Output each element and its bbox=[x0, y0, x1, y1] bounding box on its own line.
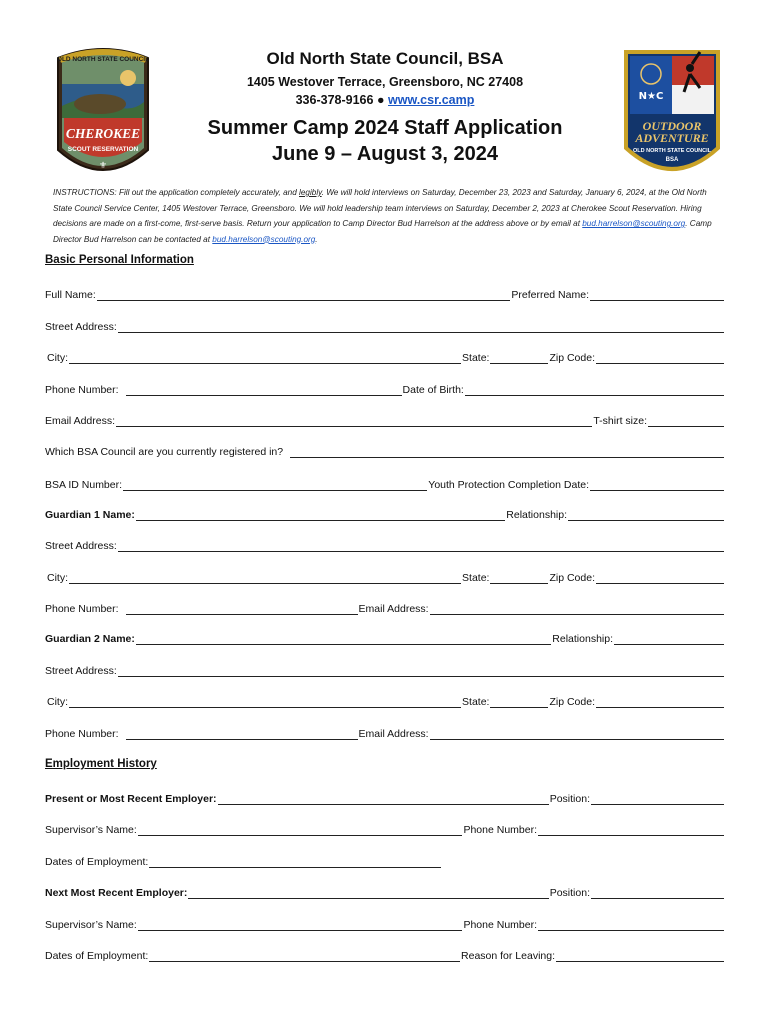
preferred-name-label: Preferred Name: bbox=[511, 289, 589, 301]
present-supervisor-field[interactable] bbox=[138, 824, 463, 836]
guardian-2-email-label: Email Address: bbox=[358, 728, 429, 740]
guardian-2-state-field[interactable] bbox=[490, 696, 548, 708]
instructions-text-2: . We will hold interviews on Saturday, December 23, 2023 and Saturday, January 6, 2024, at the Old North State Council Service Center, 1405 Westover Terrace, Greensboro. We will hold leadership team interviews on Saturday, December 2, 2023 at Cherokee Scout Reservation. Hiring decisions are made on a first-come, first-serve basis. Return your application to Camp Director Bud Harrelson at the address above or by email at bbox=[53, 188, 707, 228]
page-title: Summer Camp 2024 Staff Application bbox=[207, 117, 563, 139]
logo-right-main-text-1: OUTDOOR bbox=[642, 119, 702, 133]
guardian-2-name-label: Guardian 2 Name: bbox=[45, 633, 135, 645]
instructions-text-1: INSTRUCTIONS: Fill out the application completely accurately, and bbox=[53, 188, 300, 197]
guardian-1-name-label: Guardian 1 Name: bbox=[45, 509, 135, 521]
outdoor-adventure-logo bbox=[620, 44, 724, 184]
date-of-birth-label: Date of Birth: bbox=[402, 384, 464, 396]
youth-protection-date-field[interactable] bbox=[590, 479, 724, 491]
row-present-supervisor bbox=[45, 821, 725, 837]
row-bsa-id-ypt bbox=[45, 476, 725, 492]
email-address-field[interactable] bbox=[116, 415, 592, 427]
next-supervisor-phone-field[interactable] bbox=[538, 919, 724, 931]
council-name: Old North State Council, BSA bbox=[266, 49, 504, 68]
row-email-tshirt bbox=[45, 412, 725, 428]
preferred-name-field[interactable] bbox=[590, 289, 724, 301]
row-next-dates-reason bbox=[45, 947, 725, 963]
next-supervisor-phone-label: Phone Number: bbox=[463, 919, 537, 931]
reason-for-leaving-field[interactable] bbox=[556, 950, 724, 962]
director-email-link-2[interactable]: bud.harrelson@scouting.org bbox=[212, 234, 316, 244]
guardian-2-city-field[interactable] bbox=[69, 696, 461, 708]
bsa-id-field[interactable] bbox=[123, 479, 427, 491]
present-position-label: Position: bbox=[549, 793, 590, 805]
next-dates-label: Dates of Employment: bbox=[45, 950, 149, 962]
guardian-1-email-label: Email Address: bbox=[358, 603, 429, 615]
cherokee-scout-reservation-logo bbox=[50, 44, 156, 184]
present-supervisor-label: Supervisor’s Name: bbox=[45, 824, 137, 836]
logo-right-main-text-2: ADVENTURE bbox=[635, 131, 709, 145]
row-guardian-2 bbox=[45, 630, 725, 646]
guardian-2-email-field[interactable] bbox=[430, 728, 724, 740]
present-employer-label: Present or Most Recent Employer: bbox=[45, 793, 217, 805]
bullet-separator: ● bbox=[376, 93, 385, 107]
row-phone-dob bbox=[45, 381, 725, 397]
logo-left-main-text: CHEROKEE bbox=[65, 126, 141, 141]
logo-left-sub-text: SCOUT RESERVATION bbox=[67, 146, 139, 153]
date-of-birth-field[interactable] bbox=[465, 384, 724, 396]
phone-number-label: Phone Number: bbox=[45, 384, 119, 396]
guardian-2-relationship-label: Relationship: bbox=[552, 633, 613, 645]
guardian-1-city-field[interactable] bbox=[69, 572, 461, 584]
guardian-2-name-field[interactable] bbox=[136, 633, 551, 645]
guardian-2-zip-field[interactable] bbox=[596, 696, 724, 708]
fleur-de-lis-icon: ⚜ bbox=[98, 161, 108, 171]
present-position-field[interactable] bbox=[591, 793, 724, 805]
next-supervisor-field[interactable] bbox=[138, 919, 463, 931]
state-field[interactable] bbox=[490, 352, 548, 364]
row-city-state-zip bbox=[45, 349, 725, 365]
bsa-council-label: Which BSA Council are you currently registered in? bbox=[45, 446, 284, 458]
guardian-1-phone-label: Phone Number: bbox=[45, 603, 119, 615]
phone-number-field[interactable] bbox=[126, 384, 402, 396]
row-guardian-1-city-state-zip bbox=[45, 569, 725, 585]
city-field[interactable] bbox=[69, 352, 461, 364]
website-link[interactable]: www.csr.camp bbox=[388, 93, 475, 107]
youth-protection-date-label: Youth Protection Completion Date: bbox=[428, 479, 589, 491]
guardian-1-zip-label: Zip Code: bbox=[549, 572, 595, 584]
instructions-text-4: . bbox=[315, 234, 318, 244]
section-heading-employment-history: Employment History bbox=[45, 758, 157, 770]
tshirt-size-field[interactable] bbox=[648, 415, 724, 427]
next-position-field[interactable] bbox=[591, 887, 724, 899]
street-address-label: Street Address: bbox=[45, 321, 117, 333]
council-phone: 336-378-9166 bbox=[295, 93, 374, 107]
next-employer-field[interactable] bbox=[188, 887, 548, 899]
guardian-2-phone-label: Phone Number: bbox=[45, 728, 119, 740]
date-range: June 9 – August 3, 2024 bbox=[271, 143, 498, 165]
director-email-link-1[interactable]: bud.harrelson@scouting.org bbox=[582, 219, 686, 228]
row-next-supervisor bbox=[45, 916, 725, 932]
guardian-1-state-field[interactable] bbox=[490, 572, 548, 584]
guardian-1-zip-field[interactable] bbox=[596, 572, 724, 584]
guardian-1-city-label: City: bbox=[47, 572, 68, 584]
present-supervisor-phone-field[interactable] bbox=[538, 824, 724, 836]
row-present-employer bbox=[45, 790, 725, 806]
full-name-label: Full Name: bbox=[45, 289, 96, 301]
bsa-council-field[interactable] bbox=[290, 446, 724, 458]
council-address: 1405 Westover Terrace, Greensboro, NC 27408 bbox=[246, 75, 524, 89]
row-street-address bbox=[45, 318, 725, 334]
guardian-2-street-label: Street Address: bbox=[45, 665, 117, 677]
next-dates-field[interactable] bbox=[149, 950, 460, 962]
logo-right-sub-text: OLD NORTH STATE COUNCIL bbox=[632, 148, 712, 154]
zip-code-field[interactable] bbox=[596, 352, 724, 364]
section-heading-personal-info: Basic Personal Information bbox=[45, 254, 194, 266]
row-present-dates bbox=[45, 853, 725, 869]
logo-right-sub-text-2: BSA bbox=[665, 157, 679, 163]
present-dates-label: Dates of Employment: bbox=[45, 856, 149, 868]
row-guardian-1 bbox=[45, 506, 725, 522]
contact-line bbox=[170, 91, 600, 109]
guardian-2-state-label: State: bbox=[462, 696, 490, 708]
present-dates-field[interactable] bbox=[149, 856, 441, 868]
row-next-employer bbox=[45, 884, 725, 900]
next-position-label: Position: bbox=[549, 887, 590, 899]
row-guardian-2-city-state-zip bbox=[45, 693, 725, 709]
city-label: City: bbox=[47, 352, 68, 364]
row-guardian-1-street bbox=[45, 537, 725, 553]
present-supervisor-phone-label: Phone Number: bbox=[463, 824, 537, 836]
next-employer-label: Next Most Recent Employer: bbox=[45, 887, 188, 899]
street-address-field[interactable] bbox=[118, 321, 724, 333]
guardian-2-city-label: City: bbox=[47, 696, 68, 708]
guardian-1-relationship-label: Relationship: bbox=[506, 509, 567, 521]
instructions bbox=[53, 185, 725, 247]
tshirt-size-label: T-shirt size: bbox=[593, 415, 647, 427]
row-full-name bbox=[45, 286, 725, 302]
email-address-label: Email Address: bbox=[45, 415, 116, 427]
row-guardian-2-street bbox=[45, 662, 725, 678]
next-supervisor-label: Supervisor’s Name: bbox=[45, 919, 137, 931]
guardian-1-state-label: State: bbox=[462, 572, 490, 584]
logo-right-nc-text: N★C bbox=[638, 91, 664, 102]
guardian-1-relationship-field[interactable] bbox=[568, 509, 724, 521]
state-label: State: bbox=[462, 352, 490, 364]
guardian-2-street-field[interactable] bbox=[118, 665, 724, 677]
reason-for-leaving-label: Reason for Leaving: bbox=[461, 950, 555, 962]
guardian-1-email-field[interactable] bbox=[430, 603, 724, 615]
guardian-1-street-label: Street Address: bbox=[45, 540, 117, 552]
header bbox=[170, 48, 600, 167]
guardian-2-relationship-field[interactable] bbox=[614, 633, 724, 645]
present-employer-field[interactable] bbox=[218, 793, 549, 805]
guardian-1-name-field[interactable] bbox=[136, 509, 505, 521]
bsa-id-label: BSA ID Number: bbox=[45, 479, 123, 491]
row-bsa-council bbox=[45, 443, 725, 459]
guardian-1-street-field[interactable] bbox=[118, 540, 724, 552]
row-guardian-2-phone-email bbox=[45, 725, 725, 741]
full-name-field[interactable] bbox=[97, 289, 511, 301]
instructions-text-3: . Camp Director Bud Harrelson can be contacted at bbox=[53, 219, 712, 244]
zip-code-label: Zip Code: bbox=[549, 352, 595, 364]
guardian-1-phone-field[interactable] bbox=[126, 603, 358, 615]
row-guardian-1-phone-email bbox=[45, 600, 725, 616]
guardian-2-zip-label: Zip Code: bbox=[549, 696, 595, 708]
logo-left-top-text: OLD NORTH STATE COUNCIL bbox=[56, 56, 150, 63]
guardian-2-phone-field[interactable] bbox=[126, 728, 358, 740]
instructions-legibly: legibly bbox=[299, 188, 322, 197]
